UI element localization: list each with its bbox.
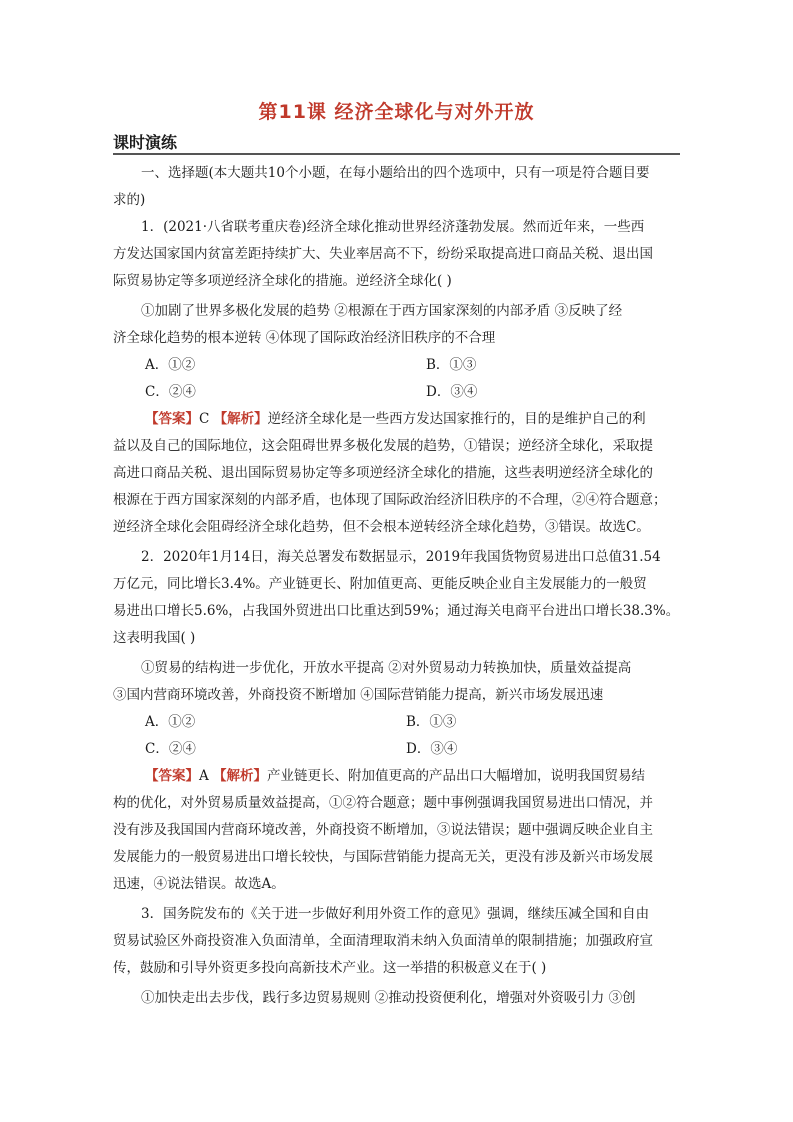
- instruction-line: 一、选择题(本大题共10个小题，在每小题给出的四个选项中，只有一项是符合题目要: [141, 165, 650, 181]
- question-1-option-b: B．①③: [426, 357, 477, 373]
- question-1-analysis: 逆经济全球化会阻碍经济全球化趋势，但不会根本逆转经济全球化趋势，③错误。故选C。: [113, 519, 650, 535]
- question-1-analysis: 益以及自己的国际地位，这会阻碍世界多极化发展的趋势，①错误；逆经济全球化，采取提: [113, 438, 653, 454]
- answer-value: C: [199, 411, 214, 427]
- analysis-text: 逆经济全球化是一些西方发达国家推行的，目的是维护自己的利: [267, 411, 646, 427]
- heading-divider: [113, 153, 680, 155]
- question-2-answer: [145, 766, 645, 786]
- question-2-option-d: D．③④: [406, 741, 458, 757]
- question-2-statements: ①贸易的结构进一步优化，开放水平提高 ②对外贸易动力转换加快，质量效益提高: [141, 660, 632, 676]
- question-1-option-a: A．①②: [145, 357, 196, 373]
- question-3-statements: ①加快走出去步伐，践行多边贸易规则 ②推动投资便利化，增强对外资吸引力 ③创: [141, 990, 636, 1006]
- question-3-stem: 传，鼓励和引导外资更多投向高新技术产业。这一举措的积极意义在于( ): [113, 960, 547, 976]
- question-2-statements: ③国内营商环境改善，外商投资不断增加 ④国际营销能力提高，新兴市场发展迅速: [113, 687, 604, 703]
- question-3-stem: 3．国务院发布的《关于进一步做好利用外资工作的意见》强调，继续压减全国和自由: [141, 906, 650, 922]
- question-2-analysis: 迅速，④说法错误。故选A。: [113, 876, 285, 892]
- analysis-tag: 【解析】: [213, 411, 268, 427]
- question-1-option-d: D．③④: [426, 384, 478, 400]
- question-1-statements: 济全球化趋势的根本逆转 ④体现了国际政治经济旧秩序的不合理: [113, 330, 496, 346]
- question-1-stem: 际贸易协定等多项逆经济全球化的措施。逆经济全球化( ): [113, 273, 452, 289]
- answer-tag: 【答案】: [145, 411, 199, 427]
- question-1-answer: [145, 409, 646, 429]
- question-1-stem: 1．(2021·八省联考重庆卷)经济全球化推动世界经济蓬勃发展。然而近年来，一些西: [141, 219, 645, 235]
- question-2-analysis: 构的优化，对外贸易质量效益提高，①②符合题意；题中事例强调我国贸易进出口情况，并: [113, 795, 653, 811]
- question-2-stem: 万亿元，同比增长3.4%。产业链更长、附加值更高、更能反映企业自主发展能力的一般贸: [113, 576, 647, 592]
- analysis-text: 产业链更长、附加值更高的产品出口大幅增加，说明我国贸易结: [267, 768, 646, 784]
- question-2-stem: 这表明我国( ): [113, 630, 196, 646]
- question-2-analysis: 没有涉及我国国内营商环境改善，外商投资不断增加，③说法错误；题中强调反映企业自主: [113, 822, 653, 838]
- question-2-analysis: 发展能力的一般贸易进出口增长较快，与国际营销能力提高无关，更没有涉及新兴市场发展: [113, 849, 653, 865]
- instruction-line: 求的): [113, 192, 146, 208]
- answer-tag: 【答案】: [145, 768, 199, 784]
- section-heading: 课时演练: [113, 133, 178, 152]
- question-2-option-b: B．①③: [406, 714, 457, 730]
- question-1-analysis: 根源在于西方国家深刻的内部矛盾，也体现了国际政治经济旧秩序的不合理，②④符合题意；: [113, 492, 667, 508]
- question-2-stem: 易进出口增长5.6%，占我国外贸进出口比重达到59%；通过海关电商平台进出口增长38.3%。: [113, 603, 680, 619]
- question-3-stem: 贸易试验区外商投资准入负面清单，全面清理取消未纳入负面清单的限制措施；加强政府宣: [113, 933, 653, 949]
- question-2-option-c: C．②④: [145, 741, 196, 757]
- answer-value: A: [199, 768, 214, 784]
- question-2-stem: 2．2020年1月14日，海关总署发布数据显示，2019年我国货物贸易进出口总值31.54: [141, 549, 661, 565]
- question-1-option-c: C．②④: [145, 384, 196, 400]
- question-1-stem: 方发达国家国内贫富差距持续扩大、失业率居高不下，纷纷采取提高进口商品关税、退出国: [113, 246, 653, 262]
- analysis-tag: 【解析】: [213, 768, 268, 784]
- page-title: 第11课 经济全球化与对外开放: [258, 101, 535, 123]
- question-1-analysis: 高进口商品关税、退出国际贸易协定等多项逆经济全球化的措施，这些表明逆经济全球化的: [113, 465, 653, 481]
- question-1-statements: ①加剧了世界多极化发展的趋势 ②根源在于西方国家深刻的内部矛盾 ③反映了经: [141, 303, 623, 319]
- question-2-option-a: A．①②: [145, 714, 196, 730]
